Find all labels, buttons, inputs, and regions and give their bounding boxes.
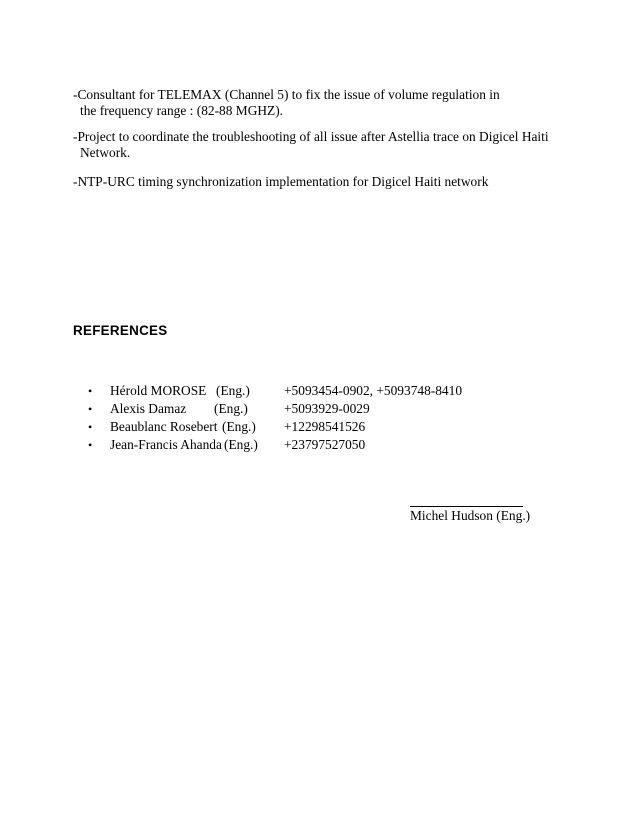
reference-phone: +12298541526 xyxy=(284,419,366,434)
experience-paragraph-ntp xyxy=(73,174,543,190)
paragraph-line: Network. xyxy=(80,145,131,160)
paragraph-line: -Project to coordinate the troubleshooting of all issue after Astellia trace on Digicel Haiti xyxy=(73,129,549,144)
reference-title: (Eng.) xyxy=(214,401,248,416)
paragraph-line: -NTP-URC timing synchronization implementation for Digicel Haiti network xyxy=(73,174,489,189)
experience-paragraph-astellia xyxy=(73,129,549,161)
reference-name: Alexis Damaz xyxy=(110,401,187,416)
bullet-icon: • xyxy=(88,420,93,434)
experience-paragraph-telemax xyxy=(73,87,543,119)
references-heading: REFERENCES xyxy=(73,323,168,338)
bullet-icon: • xyxy=(88,402,93,416)
bullet-icon: • xyxy=(88,438,93,452)
paragraph-line: -Consultant for TELEMAX (Channel 5) to fix the issue of volume regulation in xyxy=(73,87,500,102)
reference-name: Jean-Francis Ahanda xyxy=(110,437,222,452)
reference-phone: +23797527050 xyxy=(284,437,366,452)
reference-phone: +5093929-0029 xyxy=(284,401,370,416)
signature-name: Michel Hudson (Eng.) xyxy=(410,508,531,523)
reference-title: (Eng.) xyxy=(224,437,258,452)
reference-phone: +5093454-0902, +5093748-8410 xyxy=(284,383,463,398)
reference-name: Hérold MOROSE xyxy=(110,383,207,398)
reference-name: Beaublanc Rosebert xyxy=(110,419,218,434)
bullet-icon: • xyxy=(88,384,93,398)
signature-block xyxy=(410,506,530,524)
reference-title: (Eng.) xyxy=(222,419,256,434)
signature-line xyxy=(410,506,523,507)
reference-title: (Eng.) xyxy=(216,383,250,398)
paragraph-line: the frequency range : (82-88 MGHZ). xyxy=(80,103,284,118)
